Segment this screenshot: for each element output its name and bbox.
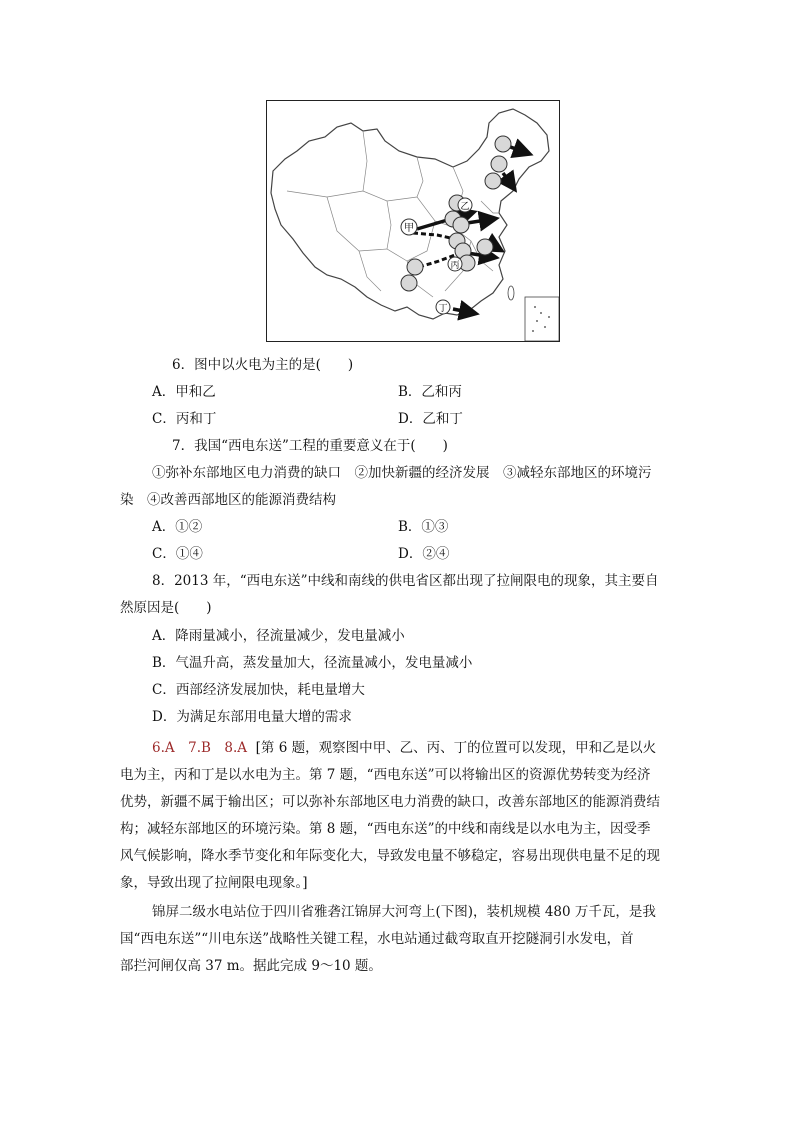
label-bing-marker	[448, 257, 462, 271]
label-yi: 乙	[460, 202, 470, 212]
label-ding-marker	[436, 300, 450, 314]
northeast-arrow-2	[503, 173, 513, 187]
answer-line4: 构；减轻东部地区的环境污染。第 8 题，“西电东送”的中线和南线是以水电为主，因受季	[120, 821, 651, 837]
intro-line1: 锦屏二级水电站位于四川省雅砻江锦屏大河弯上(下图)，装机规模 480 万千瓦，是我	[152, 904, 656, 920]
power-arrows	[417, 145, 527, 313]
label-ding: 丁	[438, 304, 448, 314]
question-7-choices-line2: 染 ④改善西部地区的能源消费结构	[120, 492, 336, 508]
south-china-sea-inset	[525, 297, 559, 341]
question-8-option-a: A．降雨量减小，径流量减少，发电量减小	[152, 628, 405, 644]
label-yi-marker	[458, 198, 472, 212]
question-8-option-c: C．西部经济发展加快，耗电量增大	[152, 682, 365, 698]
question-8-option-b: B．气温升高，蒸发量加大，径流量减小，发电量减小	[152, 655, 473, 671]
question-6-option-c: C．丙和丁	[152, 411, 217, 427]
question-8-option-d: D．为满足东部用电量大增的需求	[152, 709, 352, 725]
answer-line6: 象，导致出现了拉闸限电现象。]	[120, 875, 308, 891]
question-8-stem-line2: 然原因是( )	[120, 600, 212, 616]
label-bing: 丙	[450, 261, 460, 271]
answer-line2: 电为主，丙和丁是以水电为主。第 7 题，“西电东送”可以将输出区的资源优势转变为经济	[120, 767, 651, 783]
question-7-stem: 7．我国“西电东送”工程的重要意义在于( )	[172, 438, 448, 454]
label-jia-marker	[401, 219, 417, 235]
yi-arrow	[467, 219, 493, 223]
question-8-stem-line1: 8．2013 年，“西电东送”中线和南线的供电省区都出现了拉闸限电的现象，其主要自	[152, 573, 659, 589]
question-6-option-b: B．乙和丙	[398, 384, 462, 400]
answer-keys: 6.A 7.B 8.A	[152, 740, 248, 756]
question-6-stem: 6．图中以火电为主的是( )	[172, 357, 354, 373]
jia-dashed-route	[413, 233, 455, 239]
question-7-option-b: B．①③	[398, 519, 449, 535]
question-6-option-a: A．甲和乙	[152, 384, 216, 400]
question-7-option-d: D．②④	[398, 546, 450, 562]
question-7-option-a: A．①②	[152, 519, 203, 535]
label-jia: 甲	[404, 223, 414, 234]
answer-first-line	[152, 738, 656, 758]
question-7-choices-line1: ①弥补东部地区电力消费的缺口 ②加快新疆的经济发展 ③减轻东部地区的环境污	[152, 465, 652, 481]
intro-line2: 国“西电东送”“川电东送”战略性关键工程，水电站通过截弯取直开挖隧洞引水发电，首	[120, 931, 634, 947]
china-power-transmission-map	[266, 100, 560, 342]
answer-line3: 优势，新疆不属于输出区；可以弥补东部地区电力消费的缺口，改善东部地区的能源消费结	[120, 794, 660, 810]
question-6-option-d: D．乙和丁	[398, 411, 463, 427]
intro-line3: 部拦河闸仅高 37 m。据此完成 9～10 题。	[120, 958, 382, 974]
map-drawing	[267, 101, 560, 342]
question-7-option-c: C．①④	[152, 546, 203, 562]
answer-line5: 风气候影响，降水季节变化和年际变化大，导致发电量不够稳定，容易出现供电量不足的现	[120, 848, 660, 864]
answer-line1: [第 6 题，观察图中甲、乙、丙、丁的位置可以发现，甲和乙是以火	[255, 740, 657, 756]
